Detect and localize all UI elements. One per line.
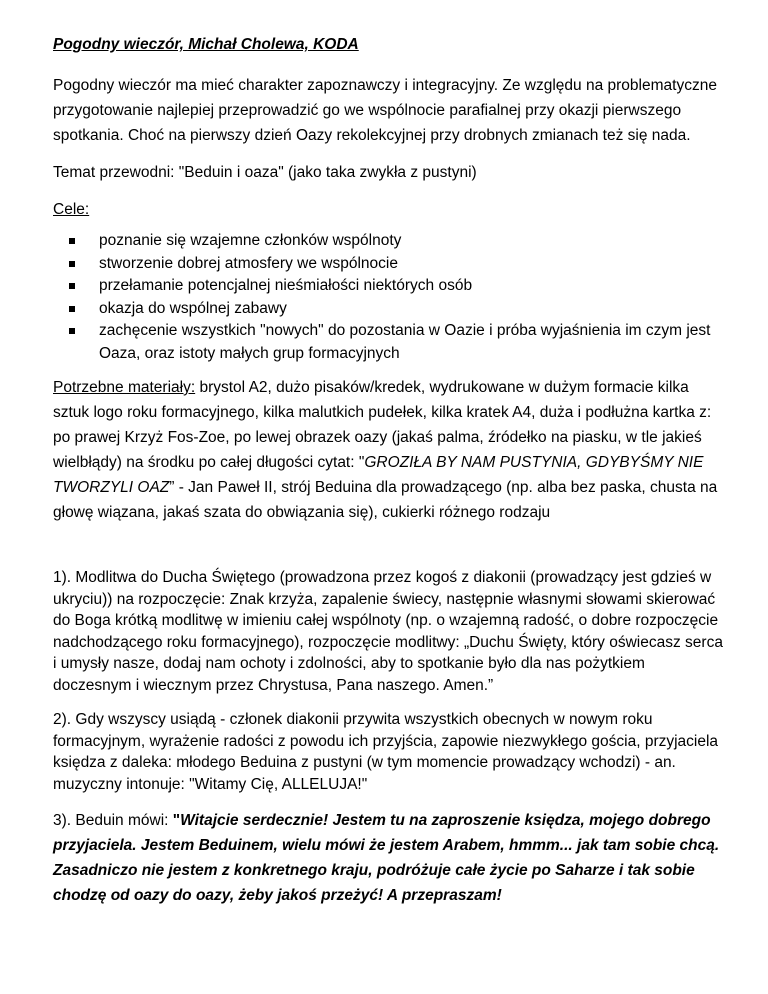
list-item: okazja do wspólnej zabawy <box>53 298 723 321</box>
list-item: przełamanie potencjalnej nieśmiałości niektórych osób <box>53 275 723 298</box>
list-item: stworzenie dobrej atmosfery we wspólnocie <box>53 253 723 276</box>
step-2-paragraph: 2). Gdy wszyscy usiądą - członek diakonii przywita wszystkich obecnych w nowym roku formacyjnym, wyrażenie radości z powodu ich przyjścia, zapowie niezwykłego gościa, przyjaciela księdza z daleka: młodego Beduina z pustyni (w tym momencie prowadzący wchodzi) - an. muzyczny intonuje: "Witamy Cię, ALLELUJA!" <box>53 711 719 793</box>
document-title: Pogodny wieczór, Michał Cholewa, KODA <box>53 36 359 53</box>
document-page <box>53 34 723 908</box>
square-bullet-icon <box>69 238 75 244</box>
step-1-paragraph: 1). Modlitwa do Ducha Świętego (prowadzona przez kogoś z diakonii (prowadzący jest gdzieś w ukryciu)) na rozpoczęcie: Znak krzyża, zapalenie świecy, następnie własnymi słowami skierować do Boga krótką modlitwę w imieniu całej wspólnoty (np. o wzajemną radość, o dobre rozpoczęcie nadchodzącego roku formacyjnego), rozpoczęcie modlitwy: „Duchu Święty, który oświecasz serca i umysły nasze, dodaj nam ochoty i zdolności, aby to spotkanie było dla nas pożytkiem doczesnym i wiecznym przez Chrystusa, Pana naszego. Amen.” <box>53 569 723 694</box>
step-3-paragraph: 3). Beduin mówi: "Witajcie serdecznie! Jestem tu na zaproszenie księdza, mojego dobrego przyjaciela. Jestem Beduinem, wielu mówi że jestem Arabem, hmmm... jak tam sobie chcą. Zasadniczo nie jestem z konkretnego kraju, podróżuje całe życie po Saharze i tak sobie chodzę od oazy do oazy, żeby jakoś przeżyć! A przepraszam! <box>53 812 720 904</box>
materials-quote: GROZIŁA BY NAM PUSTYNIA, GDYBYŚMY NIE TWORZYLI OAZ <box>53 454 704 496</box>
list-item: poznanie się wzajemne członków wspólnoty <box>53 230 723 253</box>
theme-paragraph: Temat przewodni: "Beduin i oaza" (jako taka zwykła z pustyni) <box>53 164 477 181</box>
square-bullet-icon <box>69 328 75 334</box>
materials-label: Potrzebne materiały: <box>53 379 196 396</box>
square-bullet-icon <box>69 283 75 289</box>
bedouin-speech: Witajcie serdecznie! Jestem tu na zaproszenie księdza, mojego dobrego przyjaciela. Jestem Beduinem, wielu mówi że jestem Arabem, hmmm... jak tam sobie chcą. Zasadniczo nie jestem z konkretnego kraju, podróżuje całe życie po Saharze i tak sobie chodzę od oazy do oazy, żeby jakoś przeżyć! A przepraszam! <box>53 812 720 904</box>
square-bullet-icon <box>69 306 75 312</box>
goals-heading: Cele: <box>53 201 90 218</box>
intro-paragraph: Pogodny wieczór ma mieć charakter zapoznawczy i integracyjny. Ze względu na problematyczne przygotowanie najlepiej przeprowadzić go we wspólnocie parafialnej przy okazji pierwszego spotkania. Choć na pierwszy dzień Oazy rekolekcyjnej przy drobnych zmianach też się nada. <box>53 77 717 144</box>
goals-list <box>53 230 723 365</box>
list-item: zachęcenie wszystkich "nowych" do pozostania w Oazie i próba wyjaśnienia im czym jest Oaza, oraz istoty małych grup formacyjnych <box>53 320 723 365</box>
square-bullet-icon <box>69 261 75 267</box>
materials-paragraph: Potrzebne materiały: brystol A2, dużo pisaków/kredek, wydrukowane w dużym formacie kilka sztuk logo roku formacyjnego, kilka malutkich pudełek, kilka kratek A4, duża i podłużna kartka z: po prawej Krzyż Fos-Zoe, po lewej obrazek oazy (jakaś palma, źródełko na piasku, w tle jakieś wielbłądy) na środku po całej długości cytat: "GROZIŁA BY NAM PUSTYNIA, GDYBYŚMY NIE TWORZYLI OAZ” - Jan Paweł II, strój Beduina dla prowadzącego (np. alba bez paska, chusta na głowę wiązana, jakaś szata do obwiązania się), cukierki różnego rodzaju <box>53 379 718 521</box>
